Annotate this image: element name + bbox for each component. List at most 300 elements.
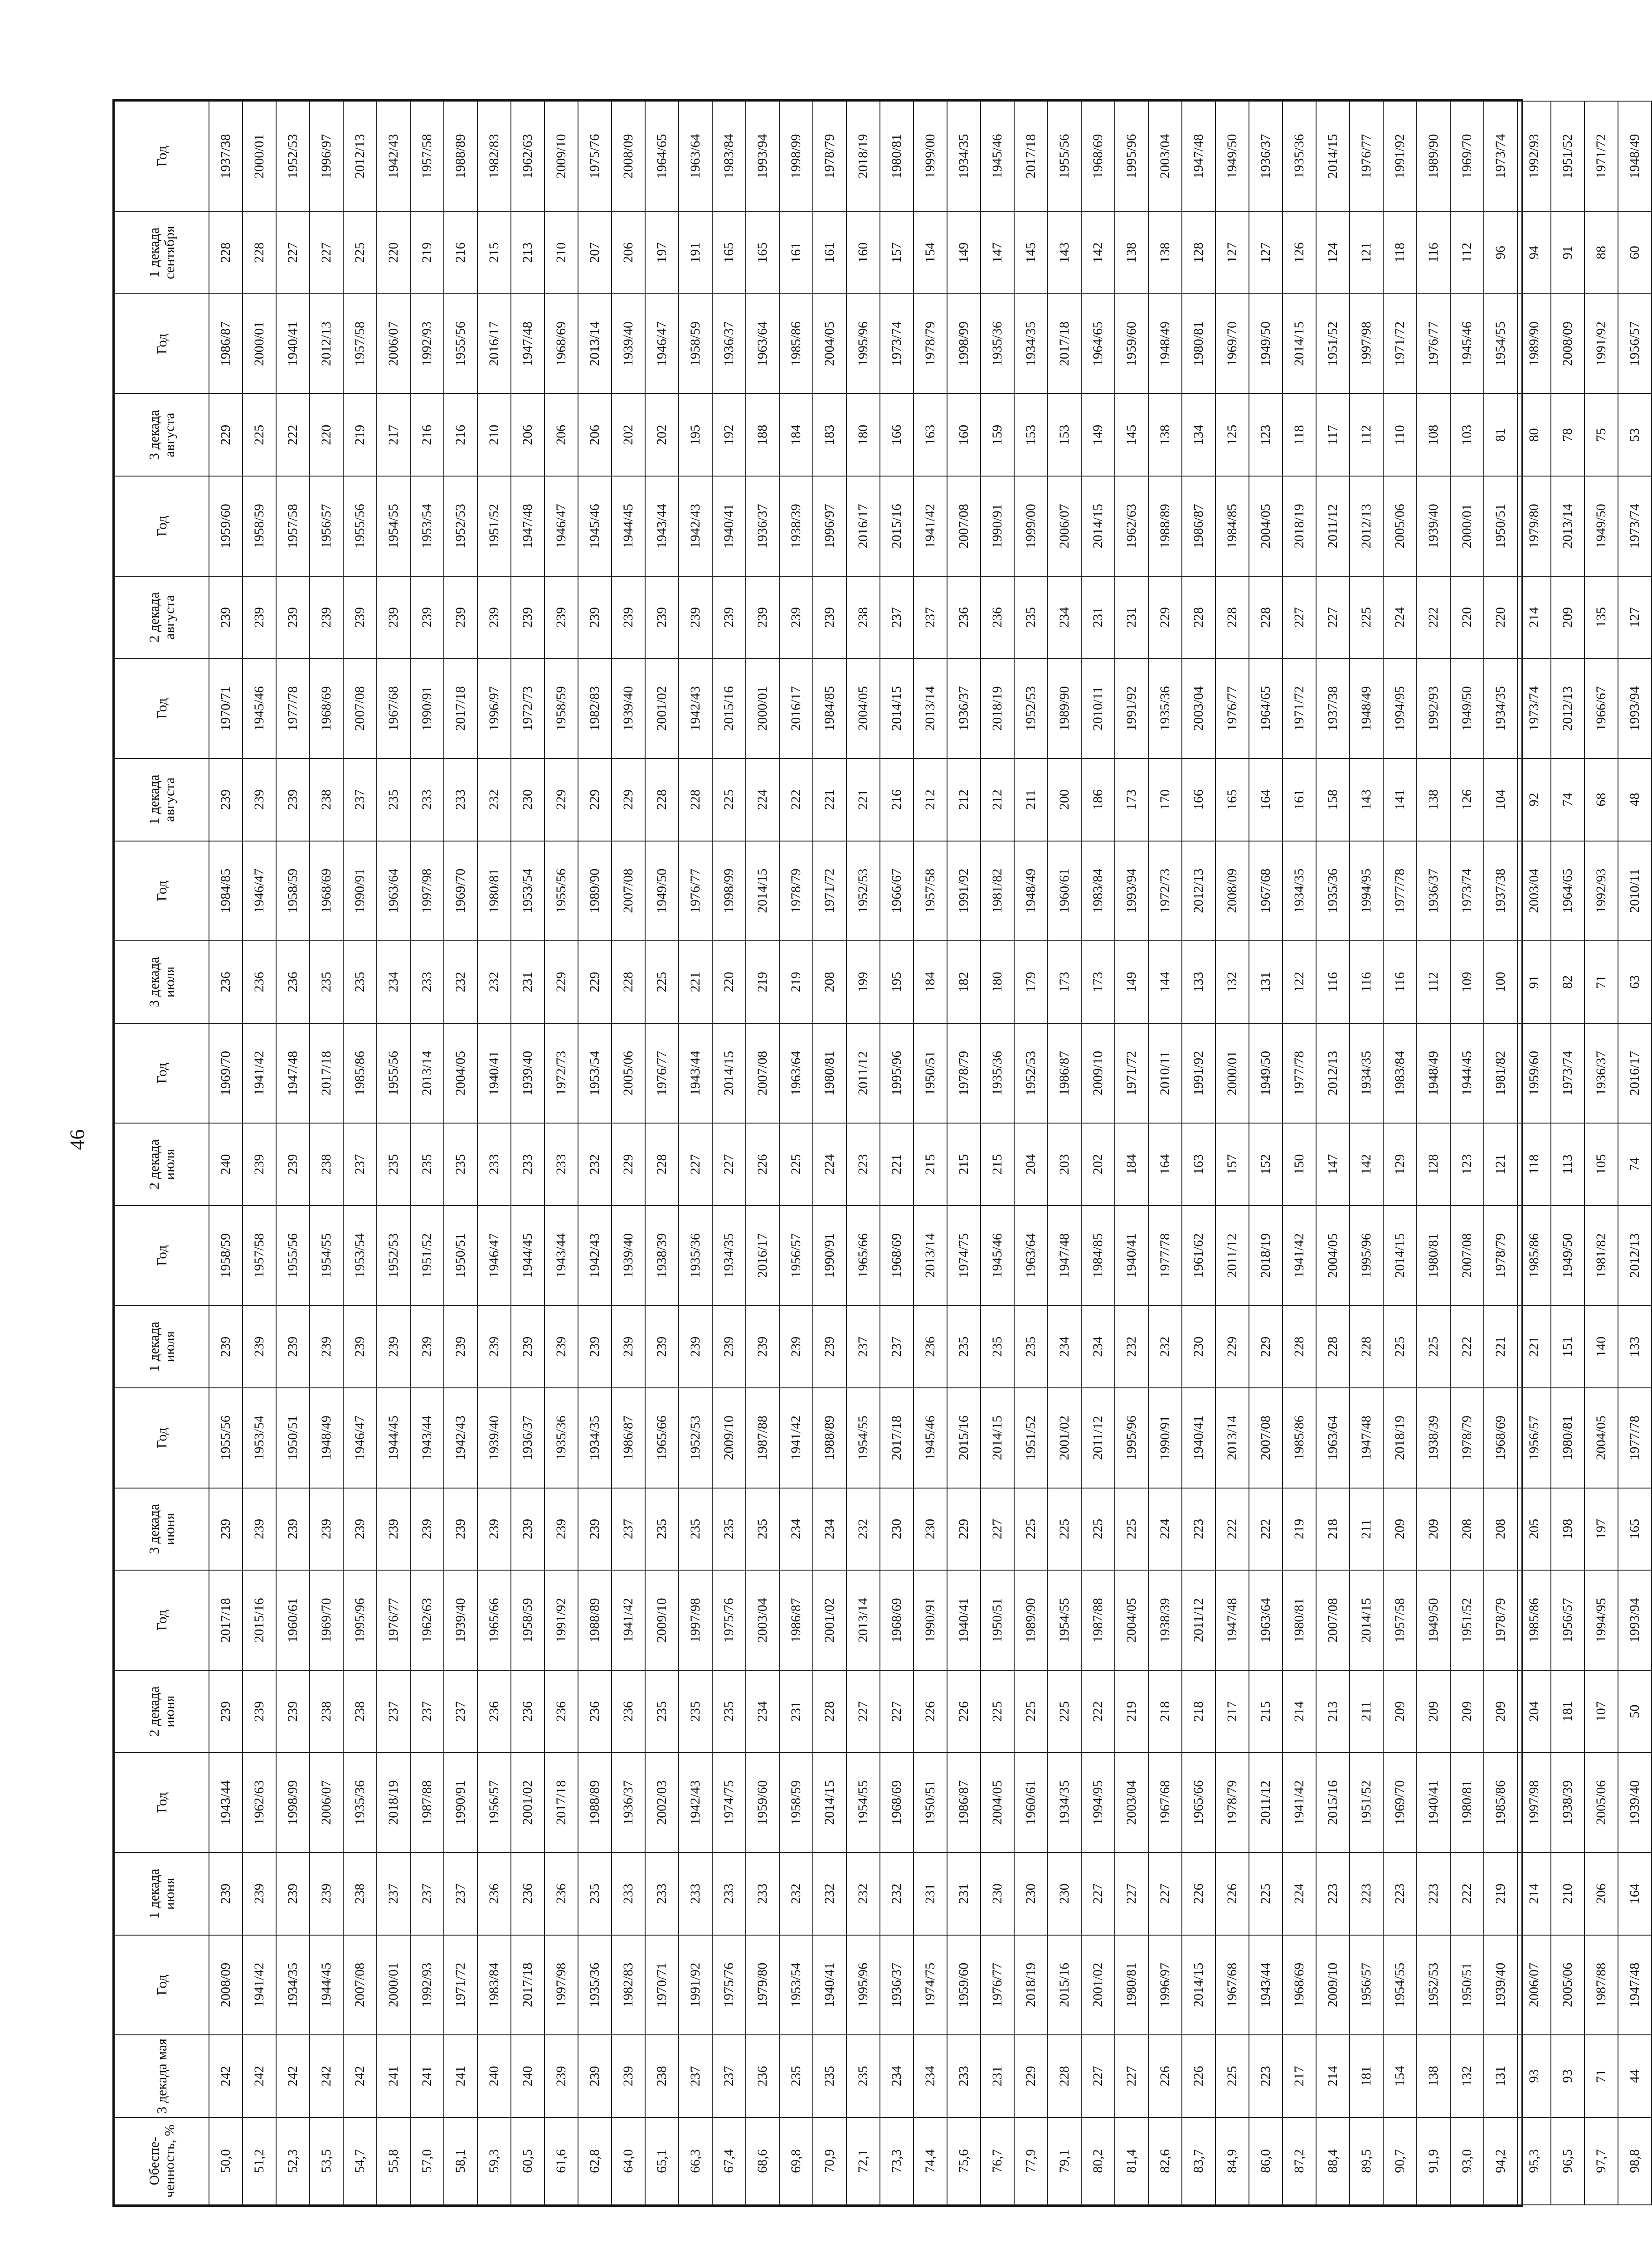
year-cell: 2011/12: [846, 1023, 880, 1123]
provision-cell: 53,5: [310, 2117, 343, 2205]
year-cell: 1987/88: [1584, 1935, 1618, 2035]
year-cell: 2003/04: [1148, 101, 1182, 211]
year-cell: 1980/81: [1551, 1388, 1584, 1488]
value-cell: 153: [1048, 394, 1081, 476]
year-cell: 2000/01: [243, 101, 276, 211]
value-cell: 192: [712, 394, 746, 476]
year-cell: 1950/51: [913, 1023, 947, 1123]
value-cell: 228: [645, 759, 679, 841]
provision-cell: 57,0: [410, 2117, 444, 2205]
year-cell: 1997/98: [1350, 294, 1383, 394]
year-cell: 1985/86: [343, 1023, 377, 1123]
year-cell: 1959/60: [1517, 1023, 1551, 1123]
value-cell: 207: [578, 211, 612, 294]
table-row: [1283, 101, 1316, 2205]
value-cell: 216: [444, 394, 477, 476]
header-decade: 2 декада июля: [115, 1123, 209, 1206]
value-cell: 219: [779, 941, 813, 1023]
table-row: [1215, 101, 1249, 2205]
value-cell: 229: [612, 1123, 645, 1206]
value-cell: 94: [1517, 211, 1551, 294]
year-cell: 1947/48: [1350, 1388, 1383, 1488]
year-cell: 2009/10: [1081, 1023, 1115, 1123]
year-cell: 2008/09: [612, 101, 645, 211]
year-cell: 1986/87: [779, 1570, 813, 1670]
year-cell: 1989/90: [1014, 1570, 1048, 1670]
year-cell: 1974/75: [712, 1752, 746, 1852]
year-cell: 1985/86: [1517, 1570, 1551, 1670]
year-cell: 1936/37: [1584, 1023, 1618, 1123]
year-cell: 1993/94: [1115, 841, 1148, 941]
year-cell: 1957/58: [913, 841, 947, 941]
value-cell: 225: [1014, 1488, 1048, 1571]
value-cell: 134: [1182, 394, 1215, 476]
year-cell: 1934/35: [1484, 658, 1517, 758]
year-cell: 2013/14: [410, 1023, 444, 1123]
year-cell: 2007/08: [947, 476, 981, 576]
value-cell: 164: [1618, 1853, 1652, 1935]
year-cell: 1993/94: [1618, 658, 1652, 758]
value-cell: 132: [1215, 941, 1249, 1023]
year-cell: 1991/92: [1584, 294, 1618, 394]
value-cell: 205: [1517, 1488, 1551, 1571]
header-decade: 2 декада июня: [115, 1670, 209, 1753]
year-cell: 1959/60: [209, 476, 243, 576]
year-cell: 1950/51: [1450, 1935, 1484, 2035]
value-cell: 220: [1450, 576, 1484, 659]
header-decade: 3 декада августа: [115, 394, 209, 476]
value-cell: 231: [1115, 576, 1148, 659]
value-cell: 220: [1484, 576, 1517, 659]
value-cell: 138: [1417, 2035, 1450, 2117]
year-cell: 1985/86: [1283, 1388, 1316, 1488]
value-cell: 63: [1618, 941, 1652, 1023]
year-cell: 1949/50: [1249, 1023, 1283, 1123]
year-cell: 1975/76: [712, 1935, 746, 2035]
value-cell: 127: [1249, 211, 1283, 294]
year-cell: 1947/48: [1618, 1935, 1652, 2035]
year-cell: 1941/42: [913, 476, 947, 576]
value-cell: 239: [612, 576, 645, 659]
header-decade: 3 декада июня: [115, 1488, 209, 1571]
value-cell: 128: [1182, 211, 1215, 294]
value-cell: 237: [612, 1488, 645, 1571]
value-cell: 112: [1350, 394, 1383, 476]
provision-cell: 69,8: [779, 2117, 813, 2205]
header-year: Год: [115, 101, 209, 211]
year-cell: 1973/74: [1618, 476, 1652, 576]
value-cell: 226: [947, 1670, 981, 1753]
value-cell: 239: [712, 1305, 746, 1388]
year-cell: 1991/92: [544, 1570, 578, 1670]
value-cell: 234: [1081, 1305, 1115, 1388]
header-year: Год: [115, 1752, 209, 1852]
value-cell: 229: [209, 394, 243, 476]
year-cell: 2012/13: [1316, 1023, 1350, 1123]
year-cell: 2007/08: [1249, 1388, 1283, 1488]
year-cell: 2011/12: [1182, 1570, 1215, 1670]
year-cell: 1979/80: [1517, 476, 1551, 576]
year-cell: 2001/02: [1048, 1388, 1081, 1488]
year-cell: 2004/05: [1249, 476, 1283, 576]
value-cell: 236: [612, 1670, 645, 1753]
value-cell: 233: [544, 1123, 578, 1206]
year-cell: 1943/44: [410, 1388, 444, 1488]
year-cell: 2015/16: [1316, 1752, 1350, 1852]
year-cell: 2007/08: [343, 1935, 377, 2035]
value-cell: 116: [1350, 941, 1383, 1023]
table-row: [712, 101, 746, 2205]
table-row: [679, 101, 712, 2205]
value-cell: 224: [1283, 1853, 1316, 1935]
year-cell: 2004/05: [846, 658, 880, 758]
value-cell: 236: [544, 1853, 578, 1935]
year-cell: 1948/49: [1350, 658, 1383, 758]
year-cell: 1952/53: [377, 1206, 410, 1305]
year-cell: 1974/75: [947, 1206, 981, 1305]
value-cell: 235: [779, 2035, 813, 2117]
value-cell: 157: [880, 211, 913, 294]
value-cell: 209: [1383, 1488, 1417, 1571]
year-cell: 1969/70: [1215, 294, 1249, 394]
value-cell: 239: [813, 1305, 846, 1388]
year-cell: 1963/64: [779, 1023, 813, 1123]
year-cell: 1949/50: [1551, 1206, 1584, 1305]
value-cell: 235: [1014, 1305, 1048, 1388]
header-decade: 1 декада сентября: [115, 211, 209, 294]
year-cell: 1939/40: [511, 1023, 544, 1123]
value-cell: 206: [612, 211, 645, 294]
year-cell: 2001/02: [511, 1752, 544, 1852]
year-cell: 1952/53: [1014, 658, 1048, 758]
year-cell: 1953/54: [410, 476, 444, 576]
year-cell: 2015/16: [1048, 1935, 1081, 2035]
table-row: [209, 101, 243, 2205]
year-cell: 1936/37: [880, 1935, 913, 2035]
value-cell: 195: [880, 941, 913, 1023]
year-cell: 1977/78: [1383, 841, 1417, 941]
year-cell: 2014/15: [1316, 101, 1350, 211]
value-cell: 122: [1283, 941, 1316, 1023]
year-cell: 1976/77: [1215, 658, 1249, 758]
value-cell: 116: [1316, 941, 1350, 1023]
value-cell: 224: [1383, 576, 1417, 659]
value-cell: 223: [1249, 2035, 1283, 2117]
year-cell: 1960/61: [1048, 841, 1081, 941]
table-row: [779, 101, 813, 2205]
year-cell: 1945/46: [243, 658, 276, 758]
value-cell: 202: [645, 394, 679, 476]
value-cell: 223: [1350, 1853, 1383, 1935]
year-cell: 1979/80: [746, 1935, 779, 2035]
value-cell: 237: [410, 1670, 444, 1753]
year-cell: 1992/93: [1584, 841, 1618, 941]
year-cell: 1991/92: [1182, 1023, 1215, 1123]
year-cell: 1991/92: [679, 1935, 712, 2035]
value-cell: 241: [410, 2035, 444, 2117]
year-cell: 1957/58: [276, 476, 310, 576]
value-cell: 239: [544, 1488, 578, 1571]
value-cell: 197: [1584, 1488, 1618, 1571]
year-cell: 1938/39: [1148, 1570, 1182, 1670]
year-cell: 1996/97: [477, 658, 511, 758]
value-cell: 112: [1450, 211, 1484, 294]
provision-cell: 89,5: [1350, 2117, 1383, 2205]
value-cell: 154: [913, 211, 947, 294]
value-cell: 154: [1383, 2035, 1417, 2117]
value-cell: 227: [1148, 1853, 1182, 1935]
value-cell: 107: [1584, 1670, 1618, 1753]
table-row: [1148, 101, 1182, 2205]
year-cell: 1969/70: [1450, 101, 1484, 211]
value-cell: 208: [813, 941, 846, 1023]
year-cell: 1995/96: [880, 1023, 913, 1123]
provision-cell: 64,0: [612, 2117, 645, 2205]
year-cell: 1971/72: [1115, 1023, 1148, 1123]
year-cell: 1960/61: [276, 1570, 310, 1670]
year-cell: 2001/02: [1081, 1935, 1115, 2035]
year-cell: 2017/18: [1014, 101, 1048, 211]
value-cell: 227: [1283, 576, 1316, 659]
value-cell: 71: [1584, 941, 1618, 1023]
value-cell: 241: [444, 2035, 477, 2117]
value-cell: 239: [310, 1488, 343, 1571]
year-cell: 1989/90: [578, 841, 612, 941]
value-cell: 210: [477, 394, 511, 476]
year-cell: 1951/52: [1316, 294, 1350, 394]
value-cell: 228: [1182, 576, 1215, 659]
year-cell: 1990/91: [913, 1570, 947, 1670]
year-cell: 1963/64: [679, 101, 712, 211]
year-cell: 1944/45: [612, 476, 645, 576]
year-cell: 1948/49: [1618, 101, 1652, 211]
value-cell: 237: [444, 1853, 477, 1935]
year-cell: 1992/93: [1417, 658, 1450, 758]
value-cell: 138: [1148, 211, 1182, 294]
year-cell: 1945/46: [913, 1388, 947, 1488]
year-cell: 1936/37: [1249, 101, 1283, 211]
value-cell: 217: [1215, 1670, 1249, 1753]
value-cell: 234: [813, 1488, 846, 1571]
year-cell: 1996/97: [813, 476, 846, 576]
year-cell: 1943/44: [679, 1023, 712, 1123]
year-cell: 1996/97: [310, 101, 343, 211]
value-cell: 182: [947, 941, 981, 1023]
year-cell: 1947/48: [1215, 1570, 1249, 1670]
year-cell: 1978/79: [947, 1023, 981, 1123]
provision-cell: 74,4: [913, 2117, 947, 2205]
year-cell: 1984/85: [1081, 1206, 1115, 1305]
value-cell: 223: [846, 1123, 880, 1206]
rotated-table-frame: [112, 99, 1642, 2207]
table-row: [444, 101, 477, 2205]
year-cell: 1989/90: [1048, 658, 1081, 758]
header-year: Год: [115, 1388, 209, 1488]
value-cell: 238: [343, 1670, 377, 1753]
year-cell: 1948/49: [1148, 294, 1182, 394]
table-row: [1316, 101, 1350, 2205]
value-cell: 74: [1618, 1123, 1652, 1206]
year-cell: 2016/17: [477, 294, 511, 394]
year-cell: 1982/83: [477, 101, 511, 211]
value-cell: 113: [1551, 1123, 1584, 1206]
value-cell: 236: [947, 576, 981, 659]
year-cell: 1974/75: [913, 1935, 947, 2035]
value-cell: 231: [947, 1853, 981, 1935]
year-cell: 1967/68: [1148, 1752, 1182, 1852]
value-cell: 151: [1551, 1305, 1584, 1388]
year-cell: 1973/74: [880, 294, 913, 394]
table-row: [846, 101, 880, 2205]
value-cell: 236: [477, 1853, 511, 1935]
year-cell: 1993/94: [746, 101, 779, 211]
provision-cell: 58,1: [444, 2117, 477, 2205]
value-cell: 228: [679, 759, 712, 841]
value-cell: 222: [1249, 1488, 1283, 1571]
value-cell: 237: [444, 1670, 477, 1753]
value-cell: 232: [779, 1853, 813, 1935]
year-cell: 1954/55: [310, 1206, 343, 1305]
value-cell: 225: [343, 211, 377, 294]
year-cell: 1936/37: [712, 294, 746, 394]
year-cell: 1948/49: [310, 1388, 343, 1488]
year-cell: 1998/99: [712, 841, 746, 941]
year-cell: 1945/46: [981, 1206, 1014, 1305]
value-cell: 235: [981, 1305, 1014, 1388]
year-cell: 2012/13: [1350, 476, 1383, 576]
year-cell: 2013/14: [1551, 476, 1584, 576]
year-cell: 1934/35: [712, 1206, 746, 1305]
value-cell: 217: [377, 394, 410, 476]
year-cell: 1965/66: [1182, 1752, 1215, 1852]
provision-cell: 83,7: [1182, 2117, 1215, 2205]
value-cell: 238: [645, 2035, 679, 2117]
value-cell: 165: [712, 211, 746, 294]
year-cell: 1958/59: [511, 1570, 544, 1670]
year-cell: 1978/79: [1484, 1570, 1517, 1670]
value-cell: 117: [1316, 394, 1350, 476]
value-cell: 228: [612, 941, 645, 1023]
value-cell: 140: [1584, 1305, 1618, 1388]
year-cell: 1981/82: [981, 841, 1014, 941]
value-cell: 239: [243, 759, 276, 841]
year-cell: 1936/37: [511, 1388, 544, 1488]
provision-cell: 55,8: [377, 2117, 410, 2205]
year-cell: 1983/84: [477, 1935, 511, 2035]
year-cell: 2013/14: [913, 1206, 947, 1305]
value-cell: 222: [1450, 1853, 1484, 1935]
year-cell: 2011/12: [1081, 1388, 1115, 1488]
value-cell: 224: [1148, 1488, 1182, 1571]
table-row: [1048, 101, 1081, 2205]
year-cell: 1964/65: [645, 101, 679, 211]
year-cell: 1954/55: [846, 1388, 880, 1488]
value-cell: 235: [645, 1488, 679, 1571]
year-cell: 1984/85: [209, 841, 243, 941]
value-cell: 239: [209, 1305, 243, 1388]
value-cell: 232: [477, 759, 511, 841]
table-body: [209, 101, 1652, 2205]
value-cell: 112: [1417, 941, 1450, 1023]
year-cell: 1977/78: [276, 658, 310, 758]
value-cell: 239: [645, 576, 679, 659]
year-cell: 2013/14: [578, 294, 612, 394]
year-cell: 2014/15: [813, 1752, 846, 1852]
year-cell: 2005/06: [1584, 1752, 1618, 1852]
value-cell: 75: [1584, 394, 1618, 476]
table-row: [243, 101, 276, 2205]
year-cell: 1950/51: [444, 1206, 477, 1305]
year-cell: 2015/16: [243, 1570, 276, 1670]
year-cell: 1980/81: [1450, 1752, 1484, 1852]
year-cell: 2004/05: [1316, 1206, 1350, 1305]
value-cell: 161: [1283, 759, 1316, 841]
value-cell: 211: [1350, 1670, 1383, 1753]
table-row: [1517, 101, 1551, 2205]
value-cell: 213: [511, 211, 544, 294]
year-cell: 2007/08: [1450, 1206, 1484, 1305]
value-cell: 239: [209, 1488, 243, 1571]
value-cell: 233: [410, 759, 444, 841]
year-cell: 1998/99: [779, 101, 813, 211]
table-row: [310, 101, 343, 2205]
table-row: [1417, 101, 1450, 2205]
value-cell: 208: [1450, 1488, 1484, 1571]
value-cell: 181: [1350, 2035, 1383, 2117]
value-cell: 118: [1383, 211, 1417, 294]
value-cell: 239: [343, 1488, 377, 1571]
value-cell: 239: [209, 1670, 243, 1753]
year-cell: 1955/56: [209, 1388, 243, 1488]
year-cell: 1976/77: [981, 1935, 1014, 2035]
provision-cell: 94,2: [1484, 2117, 1517, 2205]
provision-cell: 66,3: [679, 2117, 712, 2205]
provision-cell: 72,1: [846, 2117, 880, 2205]
value-cell: 206: [544, 394, 578, 476]
value-cell: 236: [511, 1670, 544, 1753]
value-cell: 209: [1551, 576, 1584, 659]
value-cell: 239: [209, 759, 243, 841]
year-cell: 1970/71: [645, 1935, 679, 2035]
year-cell: 1978/79: [1484, 1206, 1517, 1305]
value-cell: 166: [880, 394, 913, 476]
value-cell: 105: [1584, 1123, 1618, 1206]
value-cell: 242: [276, 2035, 310, 2117]
value-cell: 235: [813, 2035, 846, 2117]
value-cell: 165: [746, 211, 779, 294]
value-cell: 239: [544, 2035, 578, 2117]
year-cell: 1937/38: [1484, 841, 1517, 941]
value-cell: 225: [1048, 1488, 1081, 1571]
provision-cell: 54,7: [343, 2117, 377, 2205]
value-cell: 239: [377, 1488, 410, 1571]
year-cell: 2009/10: [1316, 1935, 1350, 2035]
year-cell: 1976/77: [377, 1570, 410, 1670]
year-cell: 1956/57: [1350, 1935, 1383, 2035]
provision-cell: 82,6: [1148, 2117, 1182, 2205]
value-cell: 123: [1249, 394, 1283, 476]
year-cell: 1955/56: [444, 294, 477, 394]
year-cell: 1951/52: [477, 476, 511, 576]
year-cell: 1942/43: [679, 1752, 712, 1852]
value-cell: 242: [243, 2035, 276, 2117]
year-cell: 2000/01: [1215, 1023, 1249, 1123]
value-cell: 231: [511, 941, 544, 1023]
value-cell: 219: [343, 394, 377, 476]
year-cell: 1977/78: [1283, 1023, 1316, 1123]
year-cell: 1998/99: [276, 1752, 310, 1852]
year-cell: 1998/99: [947, 294, 981, 394]
